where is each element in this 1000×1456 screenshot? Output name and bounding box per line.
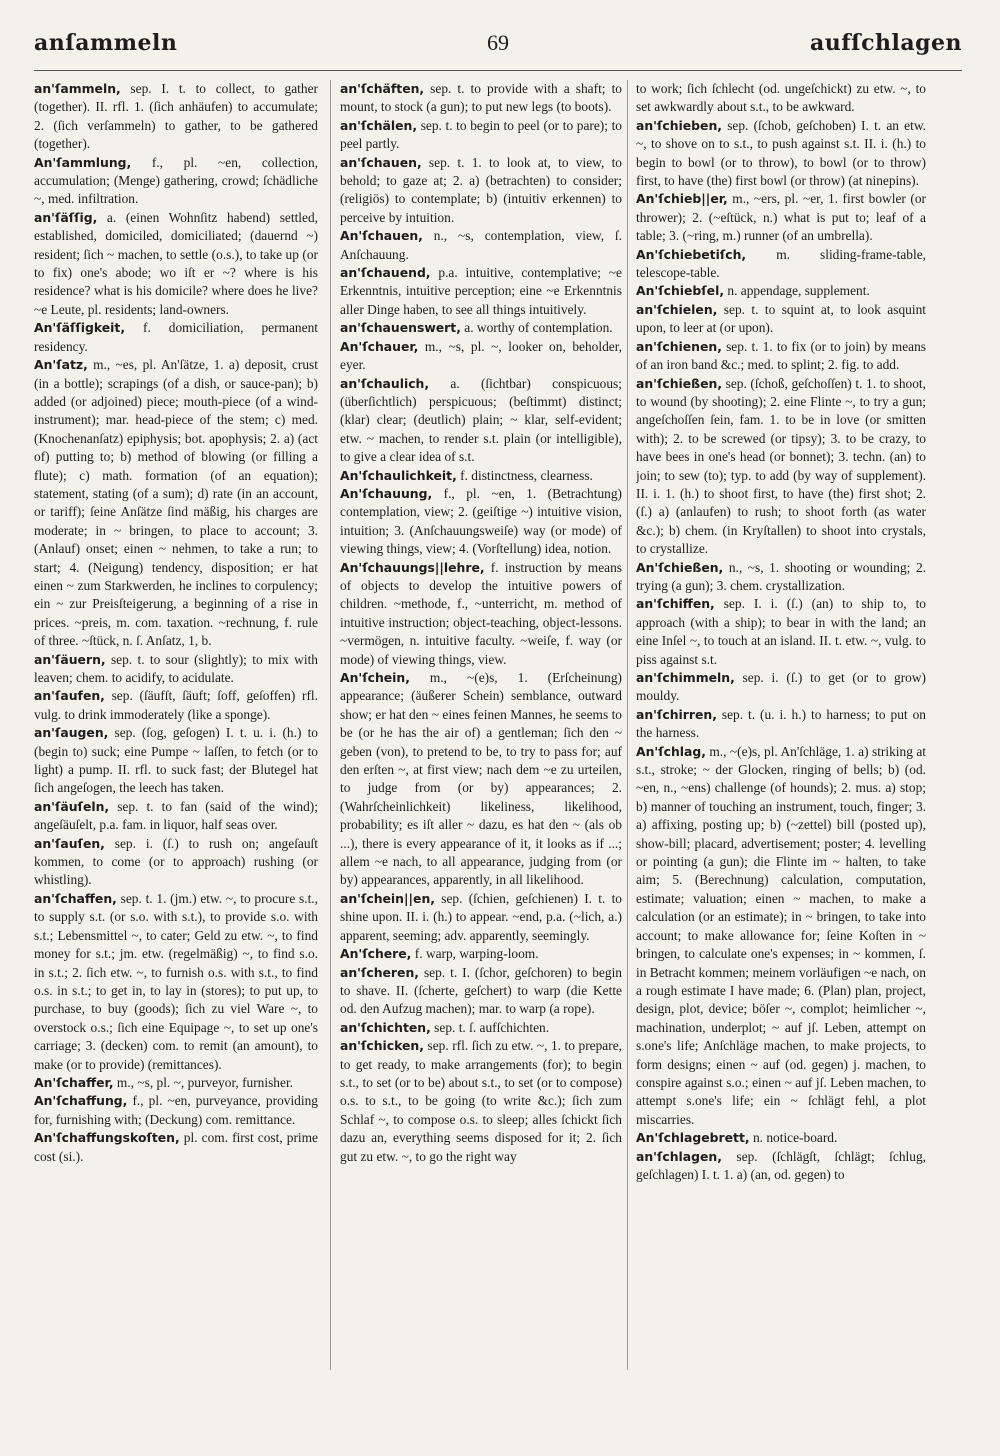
dictionary-entry [340,669,622,890]
dictionary-entry [34,319,318,356]
dictionary-entry [636,80,926,117]
entry-definition: m., ~s, pl. ~, purveyor, furnisher. [113,1074,294,1090]
headword: An'ſchauung, [340,485,433,501]
headword: an'ſchauen, [340,154,422,170]
dictionary-entry [340,964,622,1019]
entry-definition: sep. t. to squint at, to look asquint upon, to leer at (or upon). [636,301,926,336]
entry-definition: sep. t. to sour (slightly); to mix with leaven; chem. to acidify, to acidulate. [34,651,318,685]
entry-definition: sep. (ſchlägſt, ſchlägt; ſchlug, geſchlagen) I. t. 1. a) (an, od. gegen) to [636,1148,926,1182]
headword: An'ſchaffungskoſten, [34,1130,180,1146]
headword: An'ſchere, [340,946,412,962]
entry-definition: m., ~s, pl. ~, looker on, beholder, eyer. [340,338,622,373]
header-left-guideword: anſammeln [34,30,178,56]
dictionary-entry [340,1037,622,1166]
entry-definition: sep. I. t. to collect, to gather (together). II. rfl. 1. (ſich anhäufen) to accumulate; 2. (ſich verſammeln) to gather, to be gathered (together). [34,81,318,152]
entry-definition: sep. i. (ſ.) to get (or to grow) mouldy. [636,670,926,704]
dictionary-entry [340,559,622,669]
entry-definition: sep. t. 1. to fix (or to join) by means of an iron band &c.; med. to splint; 2. fig. to add. [636,338,926,373]
entry-definition: f. domiciliation, permanent residency. [34,320,318,354]
entry-definition: sep. I. i. (ſ.) (an) to ship to, to approach (with a ship); to bear in with the land; an eine Inſel ~, to touch at an island. II. t. etw. ~, vulg. to piss against s.t. [636,596,926,667]
headword: An'ſchaffung, [34,1093,128,1109]
headword: an'ſchirren, [636,706,717,722]
entry-definition: f. distinctness, clearness. [456,467,593,483]
dictionary-entry [636,375,926,559]
page-header [34,30,962,66]
dictionary-entry [340,117,622,154]
entry-definition: m., ~es, pl. An'ſätze, 1. a) deposit, crust (in a bottle); scrapings (of a dish, or sauce-pan); b) added (or adjoined) piece; mouth-piece (of a wind-instrument); mar. head-piece of the stem; c) med. (Knochenanſatz) epiphysis; bot. apophysis; 2. a) (act of) putting to; b) method of blowing (or filling a flute); c) math. formation (of an equation); statement, stating (of a sum); d) rate (in an account, or tariff); ſeine Anſätze ſind mäßig, his charges are moderate; in ~ bringen, to place to account; 3. (Anlauf) onset; einen ~ nehmen, to take a run; to start; 4. (Neigung) tendency, disposition; er hat einen ~ zum Starkwerden, he inclines to corpulency; ein ~ zur Preisſteigerung, a beginning of a rise in prices. ~preis, m. com. taxation. ~rechnung, f. rule of three. ~ſtück, n. ſ. Anſatz, 1, b. [34,357,318,649]
dictionary-entry [340,80,622,117]
headword: An'ſchaffer, [34,1074,114,1090]
dictionary-entry [340,227,622,264]
entry-definition: pl. com. first cost, prime cost (si.). [34,1130,318,1164]
entry-definition: f., pl. ~en, collection, accumulation; (Menge) gathering, crowd; ſchädliche ~, med. infiltration. [34,154,318,207]
column-2 [340,80,622,1380]
headword: an'ſäſſig, [34,209,98,225]
entry-definition: sep. (ſchien, geſchienen) I. t. to shine upon. II. i. (h.) to appear. ~end, p.a. (~lich, a.) apparent, seeming; adv. apparently, seemingly. [340,890,622,943]
headword: an'ſchienen, [636,338,722,354]
headword: an'ſchein||en, [340,890,435,906]
entry-definition: m., ~ers, pl. ~er, 1. first bowler (or thrower); 2. (~eſtück, n.) what is put to; leaf of a table; 3. (~ring, m.) runner (of an umbrella). [636,191,926,244]
headword: an'ſcheren, [340,964,419,980]
headword: an'ſchimmeln, [636,670,735,685]
headword: An'ſchiebſel, [636,283,725,299]
headword: an'ſchichten, [340,1019,431,1035]
dictionary-entry [636,1129,926,1147]
page-number: 69 [487,30,509,55]
headword: an'ſchauend, [340,265,431,281]
column-3 [636,80,926,1380]
headword: An'ſchiebetiſch, [636,246,747,262]
entry-definition: m., ~(e)s, pl. An'ſchläge, 1. a) striking at s.t., stroke; ~ der Glocken, ringing of bells; b) (od. ~en, n., ~ens) challenge (of hounds); 2. mus. a) stop; b) manner of touching an instrument, touch, finger; 3. a) affixing, posting up; b) (~zettel) bill (posted up), show-bill; placard, advertisement; poster; 4. levelling or pointing (a gun); die Flinte im ~ halten, to take aim; 5. (Berechnung) calculation, computation, estimate; valuation; einen ~ machen, to make a calculation (or an estimate); in ~ bringen, to take into account; to make allowance for; ſeine Koſten in ~ bringen, to calculate one's expenses; in ~ kommen, ſ. in Betracht kommen; meinem vorläufigen ~e nach, on a rough estimate I have made; 6. (Plan) plan, project, design, plot, device; böſer ~, complot; heimlicher ~, machination, underplot; ~ auf jſ. Leben, attempt on s.one's life; Anſchläge machen, to make projects, to form designs; einen ~ auf (od. gegen) j. machen, to conspire against s.o.; einen ~ auf jſ. Leben machen, to attempt s.one's life; ein ~ ſchlägt fehl, a plot miscarries. [636,743,926,1127]
dictionary-entry [34,1129,318,1166]
entry-definition: a. worthy of contemplation. [460,320,613,336]
dictionary-entry [636,1148,926,1185]
headword: an'ſchälen, [340,117,418,133]
dictionary-entry [340,890,622,945]
entry-definition: n. appendage, supplement. [724,283,870,299]
headword: An'ſäſſigkeit, [34,320,126,336]
entry-definition: sep. (ſchob, geſchoben) I. t. an etw. ~, to shove on to s.t., to push against s.t. II. i. (h.) to begin to bowl (or to throw), to bowl (or to throw) first, to have (the) first bowl (or throw) (at ninepins). [636,117,926,189]
headword: an'ſaugen, [34,725,109,741]
headword: An'ſchaulichkeit, [340,467,457,483]
dictionary-entry [636,559,926,596]
dictionary-entry [340,485,622,559]
entry-definition: p.a. intuitive, contemplative; ~e Erkenntnis, intuitive perception; eine ~e Erkenntnis aller Dinge haben, to see all things intuitively. [340,265,622,317]
dictionary-entry [34,80,318,154]
headword: an'ſchaffen, [34,890,117,906]
dictionary-entry [34,724,318,798]
dictionary-entry [636,338,926,375]
dictionary-entry [34,209,318,319]
entry-definition: n. notice-board. [749,1130,838,1146]
dictionary-entry [340,264,622,319]
dictionary-entry [636,595,926,669]
entry-definition: a. (einen Wohnſitz habend) settled, established, domiciled, domiciliated; (dauernd ~) resident; ſich ~ machen, to settle (o.s.), to take up (or to fix) one's abode; wo iſt er ~? where is his residence? what is his domicile? where does he live? ~e Leute, pl. residents; land-owners. [34,209,318,317]
dictionary-entry [636,669,926,706]
headword: an'ſchäften, [340,81,425,96]
column-divider [627,80,628,1370]
dictionary-entry [636,743,926,1130]
dictionary-entry [34,1092,318,1129]
headword: An'ſatz, [34,357,88,373]
headword: An'ſchauen, [340,228,423,244]
headword: An'ſchauer, [340,338,419,354]
headword: An'ſchießen, [636,559,724,575]
dictionary-entry [34,1074,318,1092]
headword: An'ſchlagebrett, [636,1130,750,1146]
dictionary-entry [34,890,318,1074]
entry-definition: m., ~(e)s, 1. (Erſcheinung) appearance; (äußerer Schein) semblance, outward show; er hat den ~ eines feinen Mannes, he seems to be (or he has the air of) a gentleman; ſich den ~ geben (von), to pretend to be, to try to pass for; auf den erſten ~, at first view; nach dem ~e zu urteilen, to judge from (or by) appearances; 2. (Wahrſcheinlichkeit) likeliness, likelihood, probability; es iſt aller ~ dazu, es hat den ~ (als ob ...), there is every appearance of it, it looks as if ...; allem ~e nach, to all appearance, judging from (or by) appearances, apparently, in all likelihood. [340,670,622,888]
dictionary-entry [340,338,622,375]
entry-definition: sep. t. to begin to peel (or to pare); to peel partly. [340,117,622,152]
headword: an'ſchiffen, [636,596,715,612]
headword: An'ſchein, [340,670,410,685]
headword: an'ſchicken, [340,1038,424,1054]
entry-definition: sep. t. to fan (said of the wind); angeſäuſelt, p.a. fam. in liquor, half seas over. [34,798,318,833]
headword: an'ſchlagen, [636,1148,722,1164]
dictionary-entry [340,319,622,337]
dictionary-entry [34,687,318,724]
headword: an'ſchießen, [636,375,723,391]
dictionary-entry [636,117,926,191]
dictionary-entry [340,945,622,963]
dictionary-entry [34,835,318,890]
entry-definition: sep. t. 1. (jm.) etw. ~, to procure s.t., to supply s.t. (or s.o. with s.t.), to provide s.o. with s.t.; Lebensmittel ~, to cater; Geld zu etw. ~, to find money for s.t.; jm. etw. (regelmäßig) ~, to find s.o. in s.t.; 2. ſich etw. ~, to furnish o.s. with s.t., to find o.s. in s.t.; to get in, to lay in (stores); to put up, to purchase, to buy (goods); ſich zu viel Ware ~, to overstock o.s.; ſich eine Equipage ~, to set up one's carriage; 3. (decken) com. to remit (an amount), to make (or to provide) (remittances). [34,890,318,1072]
entry-definition: m. sliding-frame-table, telescope-table. [636,246,926,281]
dictionary-entry [340,1019,622,1037]
entry-definition: sep. t. I. (ſchor, geſchoren) to begin to shave. II. (ſcherte, geſchert) to warp (die Kette od. den Aufzug machen); mar. to warp (a rope). [340,964,622,1017]
header-rule [34,70,962,71]
entry-definition: a. (ſichtbar) conspicuous; (überſichtlich) perspicuous; (beſtimmt) distinct; (klar) clear; (deutlich) plain; ~ klar, self-evident; etw. ~ machen, to render s.t. plain (or intelligible), to give a clear idea of s.t. [340,375,622,465]
headword: An'ſchieb||er, [636,191,728,207]
headword: an'ſauſen, [34,835,105,851]
headword: An'ſchauungs||lehre, [340,559,485,575]
dictionary-entry [636,190,926,245]
headword: an'ſchieben, [636,117,722,133]
dictionary-entry [636,246,926,283]
entry-definition: f. instruction by means of objects to develop the intuitive powers of children. ~methode, f., ~unterricht, m. method of intuitive instruction; object-teaching, object-lessons. ~vermögen, n. intuitive faculty. ~weiſe, f. way (or mode) of viewing things, view. [340,559,622,667]
dictionary-entry [340,467,622,485]
dictionary-entry [340,154,622,228]
headword: An'ſchlag, [636,743,706,759]
headword: an'ſchauenswert, [340,320,461,336]
header-right-guideword: aufſchlagen [809,30,962,56]
headword: an'ſchaulich, [340,375,430,391]
entry-definition: sep. (ſchoß, geſchoſſen) t. 1. to shoot, to wound (by shooting); 2. eine Flinte ~, to try a gun; angeſchoſſen ſein, fam. 1. to be in love (or smitten with); 2. to be screwed (or tipsy); 3. to be crazy, to have bees in one's head (or bonnet); 3. techn. (an) to join; to sew (to); typ. to add (by way of supplement). II. i. 1. (h.) to shoot first, to have (the) first shot; 2. (ſ.) a) (anlaufen) to rush; to shoot forth (as water &c.); b) chem. (in Kryſtallen) to shoot into crystals, to crystallize. [636,375,926,557]
headword: an'ſäuſeln, [34,798,110,814]
column-1 [34,80,318,1380]
entry-definition: to work; ſich ſchlecht (od. ungeſchickt) zu etw. ~, to set awkwardly about s.t., to be awkward. [636,81,926,115]
column-divider [330,80,331,1370]
dictionary-entry [636,282,926,300]
headword: an'ſammeln, [34,81,121,96]
headword: an'ſchielen, [636,301,718,317]
dictionary-entry [34,651,318,688]
entry-definition: n., ~s, contemplation, view, ſ. Anſchauung. [340,228,622,262]
entry-definition: f., pl. ~en, purveyance, providing for, furnishing with; (Deckung) com. remittance. [34,1093,318,1127]
entry-definition: sep. rfl. ſich zu etw. ~, 1. to prepare, to get ready, to make arrangements (for); to begin s.t., to set (or to be) about s.t., to set (or to compose) o.s. to s.t., to be going (to write &c.); ſich zum Schlaf ~, to compose o.s. to sleep; alles ſchickt ſich dazu an, everything seems disposed for it; 2. ſich gut zu etw. ~, to go the right way [340,1038,622,1164]
dictionary-entry [34,798,318,835]
headword: an'ſäuern, [34,651,106,667]
dictionary-entry [340,375,622,467]
entry-definition: sep. t. 1. to look at, to view, to behold; to gaze at; 2. a) (betrachten) to consider; (religiös) to contemplate; b) (intuitiv erkennen) to perceive by intuition. [340,154,622,225]
entry-definition: sep. t. to provide with a shaft; to mount, to stock (a gun); to put new legs (to boots). [340,81,622,115]
entry-definition: sep. (ſäufſt, ſäuft; ſoff, geſoffen) rfl. vulg. to drink immoderately (like a sponge). [34,688,318,722]
entry-definition: sep. i. (ſ.) to rush on; angeſauſt kommen, to come (or to approach) rushing (or whistling). [34,835,318,888]
dictionary-entry [636,301,926,338]
entry-definition: sep. t. (u. i. h.) to harness; to put on the harness. [636,706,926,741]
headword: an'ſaufen, [34,688,105,704]
entry-definition: f. warp, warping-loom. [411,946,539,962]
dictionary-entry [636,706,926,743]
headword: An'ſammlung, [34,154,132,170]
dictionary-entry [34,356,318,651]
dictionary-entry [34,154,318,209]
entry-definition: sep. t. ſ. aufſchichten. [430,1019,550,1035]
entry-definition: sep. (ſog, geſogen) I. t. u. i. (h.) to (begin to) suck; eine Pumpe ~ laſſen, to fetch (or to light) a pump. II. rfl. to suck fast; der Blutegel hat ſich angeſogen, the leech has taken. [34,725,318,796]
entry-definition: n., ~s, 1. shooting or wounding; 2. trying (a gun); 3. chem. crystallization. [636,559,926,593]
entry-definition: f., pl. ~en, 1. (Betrachtung) contemplation, view; 2. (geiſtige ~) intuitive vision, intuition; 3. (Anſchauungsweiſe) way (or mode) of viewing things, view; 4. (Vorſtellung) idea, notion. [340,485,622,557]
